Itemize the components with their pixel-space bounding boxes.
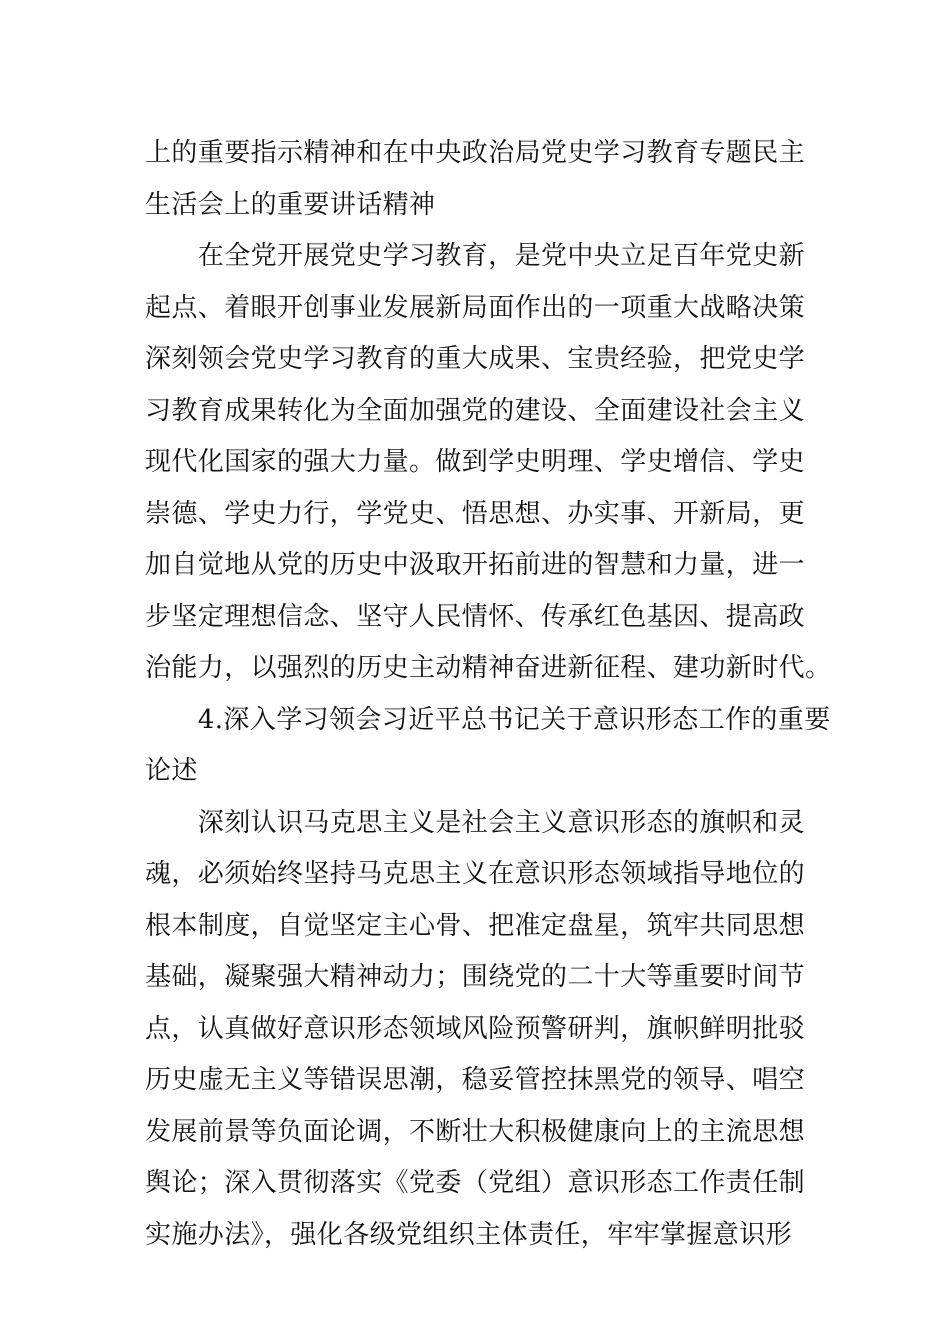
text-line: 历史虚无主义等错误思潮，稳妥管控抹黑党的领导、唱空 xyxy=(145,1065,806,1095)
text-line: 崇德、学史力行，学党史、悟思想、办实事、开新局，更 xyxy=(145,498,806,529)
text-line: 在全党开展党史学习教育，是党中央立足百年党史新 xyxy=(145,241,806,271)
text-line: 起点、着眼开创事业发展新局面作出的一项重大战略决策 xyxy=(145,292,806,323)
section-heading-line: 4.深入学习领会习近平总书记关于意识形态工作的重要 xyxy=(145,704,831,735)
text-line: 魂，必须始终坚持马克思主义在意识形态领域指导地位的 xyxy=(145,859,806,889)
text-line: 上的重要指示精神和在中央政治局党史学习教育专题民主 xyxy=(145,138,806,168)
text-line: 深刻领会党史学习教育的重大成果、宝贵经验，把党史学 xyxy=(145,344,806,374)
text-line: 加自觉地从党的历史中汲取开拓前进的智慧和力量，进一 xyxy=(145,550,806,580)
text-line: 深刻认识马克思主义是社会主义意识形态的旗帜和灵 xyxy=(145,807,806,838)
text-line: 步坚定理想信念、坚守人民情怀、传承红色基因、提高政 xyxy=(145,601,806,632)
text-line: 生活会上的重要讲话精神 xyxy=(145,189,436,220)
text-line: 根本制度，自觉坚定主心骨、把准定盘星，筑牢共同思想 xyxy=(145,910,806,941)
section-heading-line: 论述 xyxy=(145,756,198,786)
body-text xyxy=(145,128,832,1261)
text-line: 治能力，以强烈的历史主动精神奋进新征程、建功新时代。 xyxy=(145,653,832,683)
text-line: 现代化国家的强大力量。做到学史明理、学史增信、学史 xyxy=(145,447,806,477)
text-line: 习教育成果转化为全面加强党的建设、全面建设社会主义 xyxy=(145,395,806,426)
text-line: 舆论；深入贯彻落实《党委（党组）意识形态工作责任制 xyxy=(145,1168,806,1198)
text-line: 发展前景等负面论调，不断壮大积极健康向上的主流思想 xyxy=(145,1116,806,1147)
text-line: 实施办法》，强化各级党组织主体责任，牢牢掌握意识形 xyxy=(145,1219,793,1250)
text-line: 基础，凝聚强大精神动力；围绕党的二十大等重要时间节 xyxy=(145,962,806,992)
text-line: 点，认真做好意识形态领域风险预警研判，旗帜鲜明批驳 xyxy=(145,1013,806,1044)
